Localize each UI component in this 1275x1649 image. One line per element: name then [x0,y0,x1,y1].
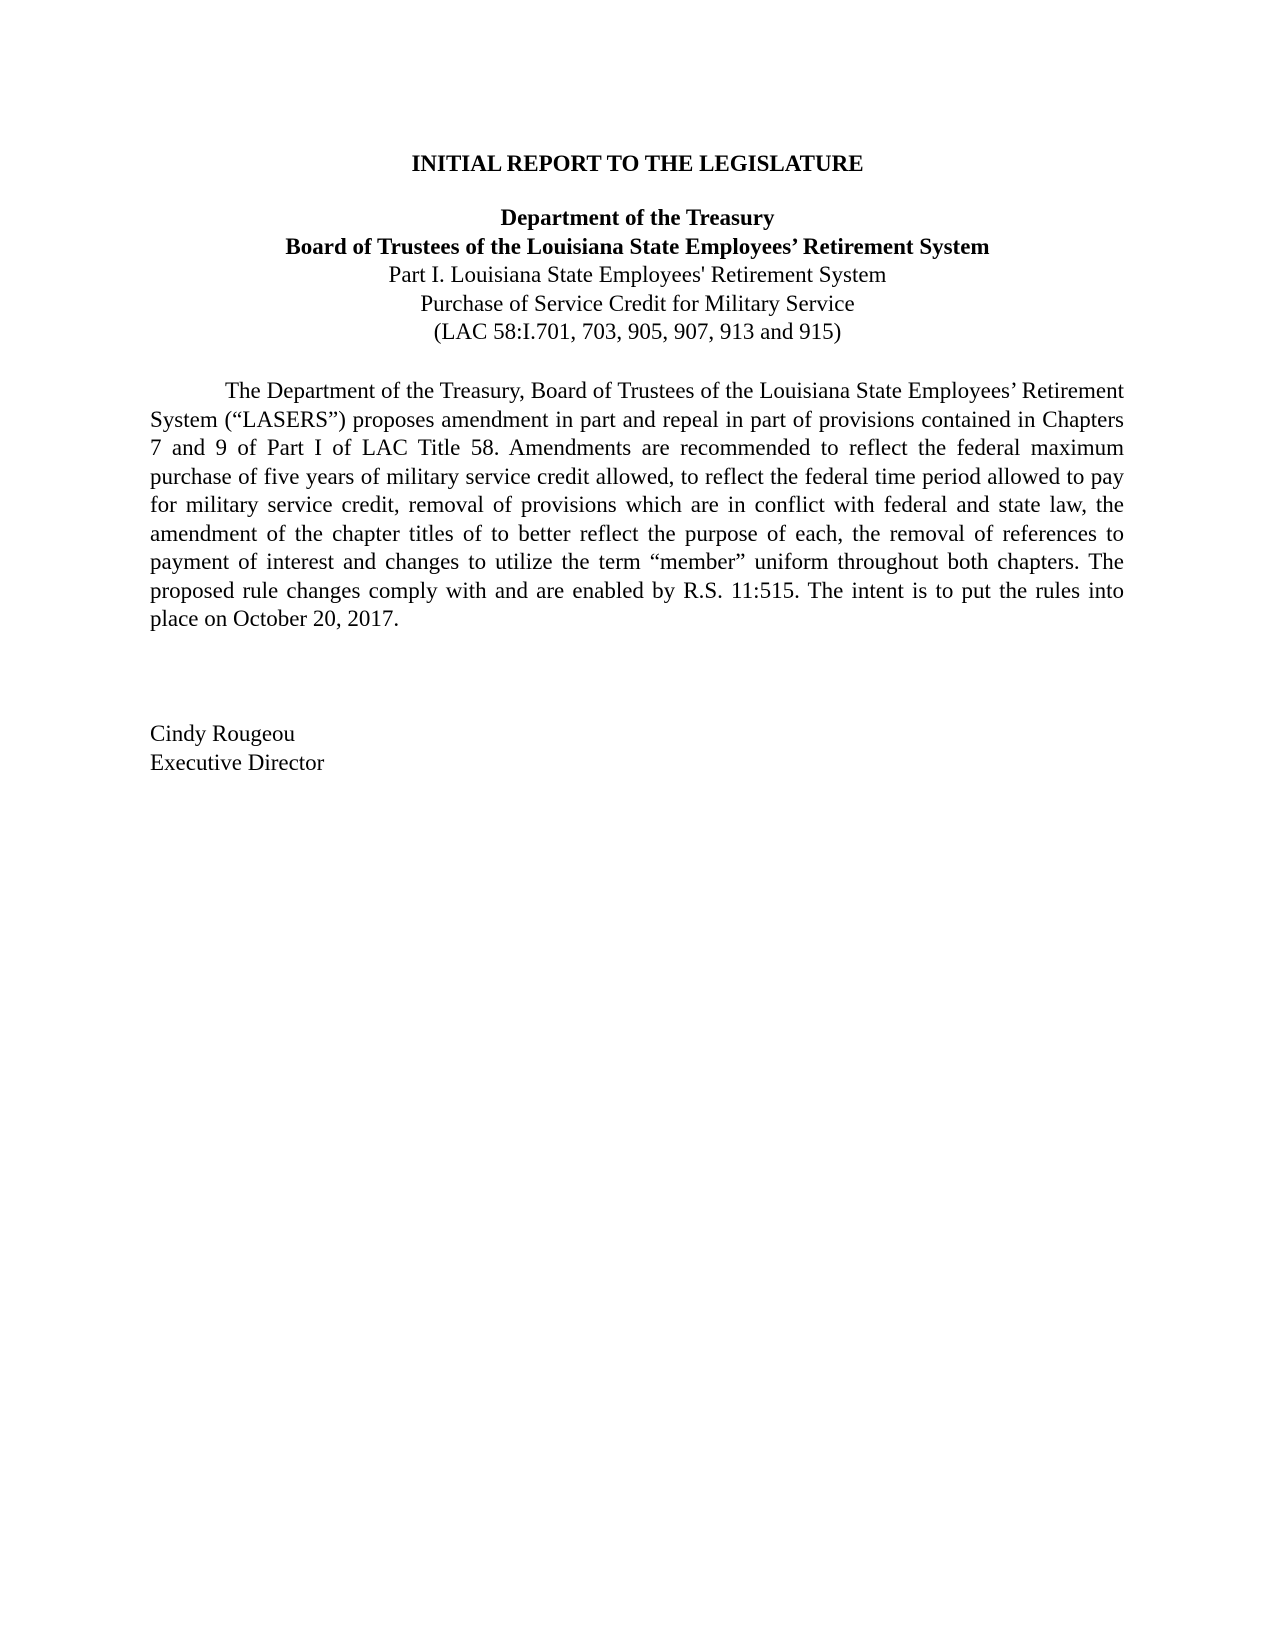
subject-heading: Purchase of Service Credit for Military Service [420,290,855,316]
heading-block [0,204,1275,347]
signatory-title: Executive Director [150,749,325,775]
citation-heading: (LAC 58:I.701, 703, 905, 907, 913 and 915) [433,319,842,344]
part-heading: Part I. Louisiana State Employees' Retirement System [388,262,887,287]
report-title: INITIAL REPORT TO THE LEGISLATURE [411,151,864,176]
signature-block [150,720,324,777]
body-paragraph: The Department of the Treasury, Board of Trustees of the Louisiana State Employees’ Retirement System (“LASERS”) proposes amendment in part and repeal in part of provisions contained in Chapters 7 and 9 of Part I of LAC Title 58. Amendments are recommended to reflect the federal maximum purchase of five years of military service credit allowed, to reflect the federal time period allowed to pay for military service credit, removal of provisions which are in conflict with federal and state law, the amendment of the chapter titles of to better reflect the purpose of each, the removal of references to payment of interest and changes to utilize the term “member” uniform throughout both chapters. The proposed rule changes comply with and are enabled by R.S. 11:515. The intent is to put the rules into place on October 20, 2017. [150,378,1124,631]
department-heading: Department of the Treasury [500,205,775,230]
signatory-name: Cindy Rougeou [150,721,296,746]
board-heading: Board of Trustees of the Louisiana State Employees’ Retirement System [285,233,990,259]
